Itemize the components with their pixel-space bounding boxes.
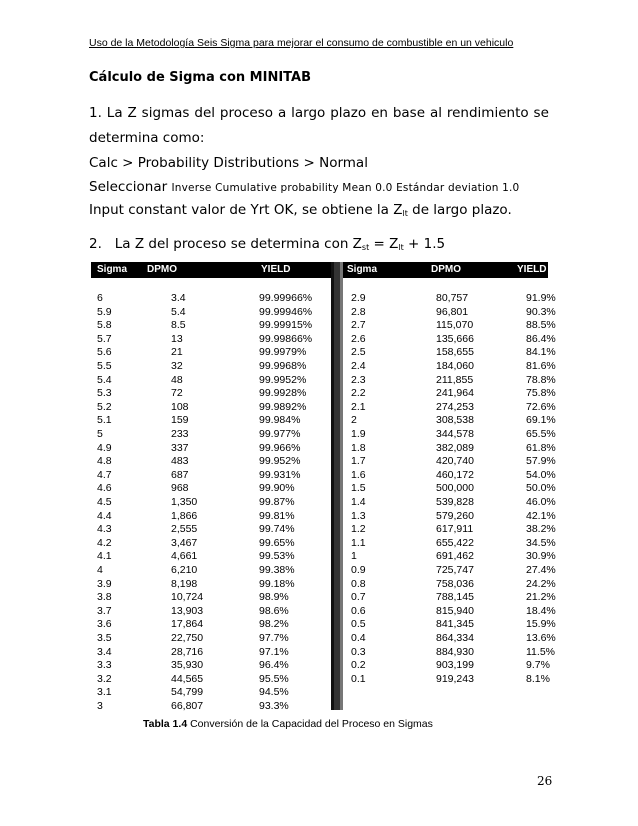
- table-cell: 28,716: [171, 645, 204, 658]
- table-cell: 1.6: [351, 468, 366, 481]
- table-cell: 66,807: [171, 700, 204, 712]
- table-cell: 42.1%: [526, 509, 556, 522]
- table-cell: 50.0%: [526, 482, 556, 495]
- paragraph-1-word: sigmas: [141, 105, 190, 121]
- paragraph-1-word: base: [392, 105, 426, 121]
- table-cell: 2.7: [351, 319, 366, 332]
- table-cell: 308,538: [436, 414, 474, 427]
- table-cell: 3.2: [97, 672, 112, 685]
- table-cell: 99.952%: [259, 455, 301, 468]
- table-cell: 1.4: [351, 496, 366, 508]
- table-cell: 99.9968%: [259, 360, 307, 372]
- table-header-cell: YIELD: [261, 264, 291, 275]
- table-cell: 99.977%: [259, 428, 301, 440]
- table-cell: 46.0%: [526, 496, 556, 508]
- table-cell: 3.8: [97, 591, 112, 604]
- table-cell: 86.4%: [526, 332, 556, 345]
- table-cell: 18.4%: [526, 604, 556, 617]
- table-cell: 337: [171, 441, 189, 454]
- table-cell: 108: [171, 400, 189, 413]
- table-cell: 5.4: [171, 305, 186, 318]
- table-cell: 65.5%: [526, 428, 556, 440]
- table-cell: 3.9: [97, 577, 112, 590]
- table-cell: 91.9%: [526, 292, 556, 304]
- table-cell: 99.87%: [259, 496, 295, 508]
- table-cell: 99.38%: [259, 564, 295, 576]
- running-header: Uso de la Metodología Seis Sigma para mejorar el consumo de combustible en un vehiculo: [89, 37, 514, 49]
- table-cell: 15.9%: [526, 618, 556, 631]
- table-cell: 184,060: [436, 360, 474, 372]
- table-cell: 54,799: [171, 686, 204, 699]
- table-cell: 13.6%: [526, 632, 556, 644]
- table-cell: 211,855: [436, 373, 474, 386]
- table-cell: 34.5%: [526, 536, 556, 549]
- table-cell: 5.1: [97, 414, 112, 427]
- table-cell: 99.18%: [259, 577, 295, 590]
- table-cell: 2.9: [351, 292, 366, 304]
- table-cell: 0.9: [351, 564, 366, 576]
- table-cell: 5.4: [97, 373, 112, 386]
- table-cell: 95.5%: [259, 672, 289, 685]
- table-cell: 24.2%: [526, 577, 556, 590]
- table-cell: 4.9: [97, 441, 112, 454]
- table-cell: 4.4: [97, 509, 112, 522]
- table-cell: 96.4%: [259, 659, 289, 672]
- table-cell: 4,661: [171, 550, 198, 563]
- table-cell: 115,070: [436, 319, 474, 332]
- table-cell: 2.5: [351, 346, 366, 359]
- table-cell: 99.9928%: [259, 387, 307, 400]
- table-cell: 5.8: [97, 319, 112, 332]
- select-label: Seleccionar: [89, 179, 168, 195]
- table-cell: 99.99915%: [259, 319, 313, 332]
- table-cell: 88.5%: [526, 319, 556, 332]
- table-cell: 483: [171, 455, 189, 468]
- paragraph-1-word: al: [429, 105, 442, 121]
- paragraph-1-word: plazo: [330, 105, 367, 121]
- section-title: Cálculo de Sigma con MINITAB: [89, 70, 311, 85]
- table-cell: 159: [171, 414, 189, 427]
- table-cell: 48: [171, 373, 183, 386]
- table-cell: 4.5: [97, 496, 112, 508]
- paragraph-1-word: se: [533, 105, 549, 121]
- table-cell: 0.4: [351, 632, 366, 644]
- table-cell: 655,422: [436, 536, 474, 549]
- table-cell: 97.7%: [259, 632, 289, 644]
- table-cell: 99.74%: [259, 523, 295, 536]
- table-cell: 884,930: [436, 645, 474, 658]
- table-cell: 0.7: [351, 591, 366, 604]
- table-cell: 158,655: [436, 346, 474, 359]
- table-cell: 75.8%: [526, 387, 556, 400]
- table-cell: 11.5%: [526, 645, 555, 658]
- table-cell: 90.3%: [526, 305, 556, 318]
- table-cell: 0.8: [351, 577, 366, 590]
- table-cell: 1.5: [351, 482, 366, 495]
- table-cell: 10,724: [171, 591, 204, 604]
- table-cell: 968: [171, 482, 189, 495]
- paragraph-1-word: a: [277, 105, 287, 121]
- paragraph-1-word: rendimiento: [446, 105, 529, 121]
- table-cell: 1.9: [351, 428, 366, 440]
- table-cell: 687: [171, 468, 189, 481]
- table-cell: 0.2: [351, 659, 366, 672]
- table-cell: 1,350: [171, 496, 198, 508]
- table-cell: 3: [97, 700, 103, 712]
- paragraph-1-word: proceso: [219, 105, 274, 121]
- page-number: 26: [537, 774, 553, 788]
- table-cell: 3.5: [97, 632, 112, 644]
- table-cell: 2.4: [351, 360, 366, 372]
- table-cell: 460,172: [436, 468, 474, 481]
- table-cell: 99.90%: [259, 482, 295, 495]
- paragraph-1-word: La: [106, 105, 123, 121]
- step-2-sub1: st: [361, 243, 370, 252]
- step-2-sub2: lt: [398, 243, 404, 252]
- table-cell: 0.1: [351, 672, 366, 685]
- table-cell: 233: [171, 428, 189, 440]
- table-cell: 99.966%: [259, 441, 301, 454]
- table-cell: 98.9%: [259, 591, 289, 604]
- table-cell: 2,555: [171, 523, 198, 536]
- table-cell: 1,866: [171, 509, 198, 522]
- table-cell: 99.99866%: [259, 332, 313, 345]
- table-cell: 13: [171, 332, 183, 345]
- table-cell: 57.9%: [526, 455, 556, 468]
- paragraph-1-line-2: determina como:: [89, 130, 205, 146]
- table-cell: 4.1: [97, 550, 112, 563]
- table-cell: 2.6: [351, 332, 366, 345]
- paragraph-1-word: del: [194, 105, 216, 121]
- table-cell: 99.99946%: [259, 305, 313, 318]
- table-cell: 3.7: [97, 604, 112, 617]
- table-cell: 539,828: [436, 496, 474, 508]
- select-detail: Inverse Cumulative probability Mean 0.0 Estándar deviation 1.0: [171, 182, 520, 194]
- table-cell: 99.81%: [259, 509, 295, 522]
- table-cell: 81.6%: [526, 360, 556, 372]
- table-cell: 5.7: [97, 332, 112, 345]
- table-cell: 30.9%: [526, 550, 556, 563]
- table-column-divider: [331, 262, 343, 710]
- table-cell: 22,750: [171, 632, 204, 644]
- table-cell: 1.2: [351, 523, 366, 536]
- table-cell: 274,253: [436, 400, 474, 413]
- table-cell: 2.2: [351, 387, 366, 400]
- table-cell: 78.8%: [526, 373, 556, 386]
- table-cell: 99.9979%: [259, 346, 307, 359]
- table-cell: 99.931%: [259, 468, 301, 481]
- table-cell: 21.2%: [526, 591, 556, 604]
- table-cell: 3.4: [97, 645, 112, 658]
- table-cell: 919,243: [436, 672, 474, 685]
- table-cell: 4.6: [97, 482, 112, 495]
- table-cell: 8.5: [171, 319, 186, 332]
- table-cell: 99.9892%: [259, 400, 307, 413]
- table-cell: 0.5: [351, 618, 366, 631]
- table-cell: 3.6: [97, 618, 112, 631]
- table-cell: 788,145: [436, 591, 474, 604]
- paragraph-1-words: [89, 105, 549, 121]
- table-cell: 4: [97, 564, 103, 576]
- table-caption: [143, 718, 433, 730]
- table-cell: 1: [351, 550, 357, 563]
- table-cell: 5.2: [97, 400, 112, 413]
- table-cell: 241,964: [436, 387, 474, 400]
- table-cell: 98.6%: [259, 604, 289, 617]
- table-cell: 5: [97, 428, 103, 440]
- input-line: [89, 202, 512, 218]
- table-cell: 32: [171, 360, 183, 372]
- table-cell: 5.5: [97, 360, 112, 372]
- paragraph-1-word: largo: [291, 105, 326, 121]
- table-cell: 93.3%: [259, 700, 289, 712]
- table-cell: 617,911: [436, 523, 474, 536]
- step-2: [89, 236, 445, 252]
- table-cell: 98.2%: [259, 618, 289, 631]
- table-cell: 2.1: [351, 400, 366, 413]
- table-cell: 69.1%: [526, 414, 556, 427]
- table-cell: 758,036: [436, 577, 474, 590]
- table-cell: 841,345: [436, 618, 474, 631]
- table-cell: 99.984%: [259, 414, 301, 427]
- table-cell: 864,334: [436, 632, 474, 644]
- table-cell: 97.1%: [259, 645, 289, 658]
- table-cell: 6,210: [171, 564, 198, 576]
- table-cell: 0.3: [351, 645, 366, 658]
- table-cell: 2.3: [351, 373, 366, 386]
- input-line-pre: Input constant valor de Yrt OK, se obtiene la Z: [89, 202, 403, 218]
- table-cell: 725,747: [436, 564, 474, 576]
- table-cell: 579,260: [436, 509, 474, 522]
- table-cell: 1.7: [351, 455, 366, 468]
- table-cell: 3.1: [97, 686, 112, 699]
- table-header-cell: Sigma: [347, 264, 378, 275]
- table-header-cell: Sigma: [97, 264, 128, 275]
- table-cell: 38.2%: [526, 523, 556, 536]
- table-cell: 4.8: [97, 455, 112, 468]
- table-cell: 54.0%: [526, 468, 556, 481]
- table-cell: 2.8: [351, 305, 366, 318]
- table-cell: 35,930: [171, 659, 204, 672]
- table-cell: 5.9: [97, 305, 112, 318]
- table-cell: 80,757: [436, 292, 469, 304]
- table-cell: 4.3: [97, 523, 112, 536]
- table-cell: 44,565: [171, 672, 204, 685]
- table-header-cell: DPMO: [147, 264, 177, 275]
- step-2-mid: = Z: [369, 236, 399, 252]
- table-cell: 17,864: [171, 618, 204, 631]
- table-cell: 344,578: [436, 428, 474, 440]
- paragraph-1-word: Z: [127, 105, 137, 121]
- table-cell: 99.65%: [259, 536, 295, 549]
- table-cell: 96,801: [436, 305, 469, 318]
- table-caption-label: Tabla 1.4: [143, 718, 188, 730]
- table-cell: 5.6: [97, 346, 112, 359]
- table-cell: 5.3: [97, 387, 112, 400]
- table-cell: 3.4: [171, 292, 186, 304]
- table-caption-text: Conversión de la Capacidad del Proceso en Sigmas: [187, 718, 433, 730]
- table-cell: 1.1: [351, 536, 366, 549]
- table-cell: 8,198: [171, 577, 198, 590]
- table-cell: 13,903: [171, 604, 204, 617]
- table-cell: 99.99966%: [259, 292, 313, 304]
- table-cell: 61.8%: [526, 441, 556, 454]
- table-cell: 1.8: [351, 441, 366, 454]
- paragraph-1-word: 1.: [89, 105, 102, 121]
- step-2-num: 2.: [89, 236, 102, 252]
- table-cell: 815,940: [436, 604, 474, 617]
- table-cell: 691,462: [436, 550, 474, 563]
- table-cell: 135,666: [436, 332, 474, 345]
- table-cell: 84.1%: [526, 346, 556, 359]
- table-cell: 2: [351, 414, 357, 427]
- table-cell: 6: [97, 292, 103, 304]
- table-header-cell: YIELD: [517, 264, 547, 275]
- table-cell: 8.1%: [526, 672, 550, 685]
- table-cell: 9.7%: [526, 659, 550, 672]
- table-cell: 420,740: [436, 455, 474, 468]
- table-cell: 903,199: [436, 659, 474, 672]
- table-cell: 21: [171, 346, 183, 359]
- table-cell: 99.53%: [259, 550, 295, 563]
- sigma-conversion-table: [91, 262, 556, 712]
- table-cell: 72.6%: [526, 400, 556, 413]
- step-2-pre: La Z del proceso se determina con Z: [114, 236, 362, 252]
- table-cell: 27.4%: [526, 564, 556, 576]
- input-line-sub: lt: [402, 209, 408, 218]
- table-header-cell: DPMO: [431, 264, 461, 275]
- paragraph-1-line-1: [89, 105, 549, 121]
- table-cell: 72: [171, 387, 183, 400]
- table-cell: 3,467: [171, 536, 198, 549]
- table-cell: 500,000: [436, 482, 474, 495]
- input-line-post: de largo plazo.: [407, 202, 512, 218]
- table-cell: 4.7: [97, 468, 112, 481]
- table-cell: 4.2: [97, 536, 112, 549]
- table-cell: 94.5%: [259, 686, 289, 699]
- table-cell: 382,089: [436, 441, 474, 454]
- step-2-post: + 1.5: [403, 236, 446, 252]
- menu-path: Calc > Probability Distributions > Normal: [89, 155, 368, 171]
- paragraph-1-word: en: [371, 105, 388, 121]
- table-cell: 0.6: [351, 604, 366, 617]
- table-cell: 3.3: [97, 659, 112, 672]
- select-line: [89, 179, 519, 195]
- table-cell: 1.3: [351, 509, 366, 522]
- table-cell: 99.9952%: [259, 373, 307, 386]
